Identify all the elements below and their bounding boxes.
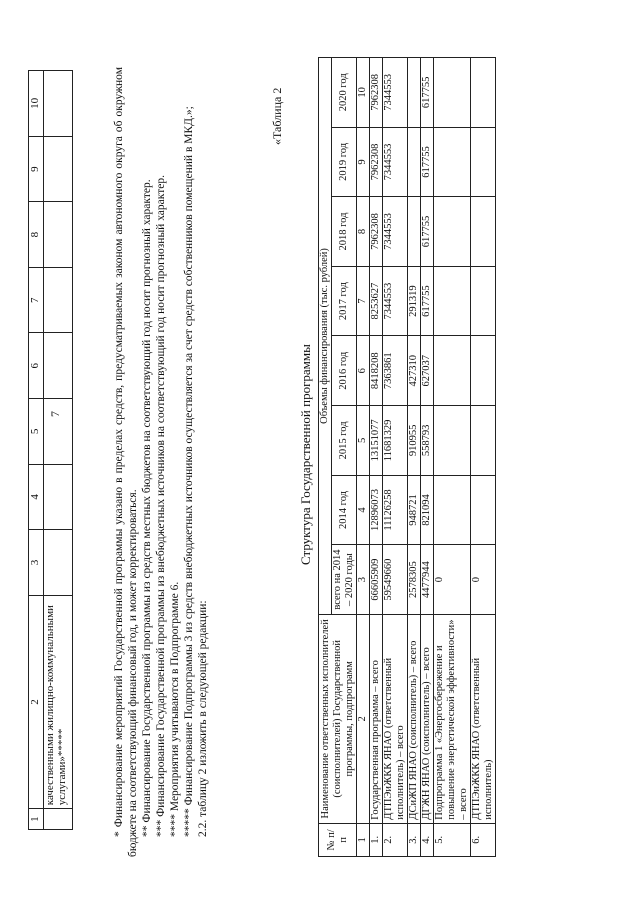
row-name: ДТПЭиЖКК ЯНАО (ответственный исполнитель) – всего (383, 614, 408, 823)
empty-cell (44, 136, 73, 202)
row-value: 7962308 (370, 197, 383, 267)
header-volumes: Объемы финансирования (тыс. рублей) (319, 58, 332, 615)
col-number: 3 (357, 545, 370, 615)
row-value: 948721 (408, 475, 421, 545)
row-value (471, 58, 496, 128)
table-row (471, 58, 496, 857)
footnote-1: * Финансирование мероприятий Государственной программы указано в пределах средств, предусматриваемых законом автономного округа об окружном бюджете на соответствующий финансовый год, и может корректироваться. (113, 67, 139, 857)
page-number: 7 (48, 411, 62, 417)
row-num: 3. (408, 823, 421, 856)
row-name: ДТПЭиЖКК ЯНАО (ответственный исполнитель) (471, 614, 496, 823)
table-row (421, 58, 434, 857)
row-value: 7962308 (370, 127, 383, 197)
row-value: 910955 (408, 406, 421, 476)
row-num: 4. (421, 823, 434, 856)
col-number: 2 (357, 614, 370, 823)
row-value (434, 406, 471, 476)
col-number: 9 (357, 127, 370, 197)
row-value: 2578305 (408, 545, 421, 615)
header-year: 2018 год (332, 197, 357, 267)
row-value: 617755 (421, 266, 434, 336)
col-number: 5 (357, 406, 370, 476)
header-year: 2014 год (332, 475, 357, 545)
row-name: ДСиЖП ЯНАО (соисполнитель) – всего (408, 614, 421, 823)
col-number: 8 (29, 202, 44, 268)
col-number: 6 (357, 336, 370, 406)
footnote-5: ***** Финансирование Подпрограммы 3 из средств внебюджетных источников осуществляется за счет средств собственников помещений в МКД.»; (183, 106, 195, 837)
row-value (471, 406, 496, 476)
row-value (434, 336, 471, 406)
row-num: 2. (383, 823, 408, 856)
continuation-table (28, 70, 73, 830)
row-value (408, 58, 421, 128)
row-value: 7344553 (383, 197, 408, 267)
row-value: 7344553 (383, 58, 408, 128)
col-number: 5 (29, 399, 44, 465)
empty-cell (44, 809, 73, 830)
header-num: № п/п (319, 823, 357, 856)
table-row (408, 58, 421, 857)
footnote-4: **** Мероприятия учитываются в Подпрограмме 6. (169, 581, 181, 837)
empty-cell (44, 333, 73, 399)
row-value (434, 58, 471, 128)
empty-cell (44, 464, 73, 530)
header-year: 2019 год (332, 127, 357, 197)
row-name: Подпрограмма 1 «Энергосбережение и повышение энергетической эффективности» – всего (434, 614, 471, 823)
col-number: 7 (29, 267, 44, 333)
row-value: 558793 (421, 406, 434, 476)
amendment-item: 2.2. таблицу 2 изложить в следующей редакции: (197, 600, 209, 837)
row-value (434, 197, 471, 267)
empty-cell (44, 71, 73, 137)
row-value (434, 475, 471, 545)
row-value: 13151077 (370, 406, 383, 476)
table-row (370, 58, 383, 857)
row-value: 12896073 (370, 475, 383, 545)
row-text: качественными жилищно-коммунальными услугами»***** (44, 595, 73, 809)
row-value: 627037 (421, 336, 434, 406)
header-year: 2015 год (332, 406, 357, 476)
header-year: 2016 год (332, 336, 357, 406)
row-value: 7344553 (383, 127, 408, 197)
header-total: всего на 2014 – 2020 годы (332, 545, 357, 615)
row-value: 0 (434, 545, 471, 615)
row-name: Государственная программа – всего (370, 614, 383, 823)
row-value (434, 127, 471, 197)
header-year: 2017 год (332, 266, 357, 336)
row-value: 11681329 (383, 406, 408, 476)
row-value (408, 197, 421, 267)
row-value: 59549660 (383, 545, 408, 615)
empty-cell (44, 530, 73, 596)
row-value: 617755 (421, 127, 434, 197)
row-value (471, 336, 496, 406)
row-value: 7962308 (370, 58, 383, 128)
row-value: 11126258 (383, 475, 408, 545)
program-structure-table (318, 57, 496, 857)
row-value: 617755 (421, 58, 434, 128)
row-value (434, 266, 471, 336)
row-value (471, 475, 496, 545)
col-number: 10 (29, 71, 44, 137)
col-number: 4 (29, 464, 44, 530)
row-num: 6. (471, 823, 496, 856)
table-body (370, 58, 496, 857)
row-value: 8418208 (370, 336, 383, 406)
empty-cell (44, 399, 73, 465)
row-value (471, 197, 496, 267)
row-value: 291319 (408, 266, 421, 336)
empty-cell (44, 202, 73, 268)
col-number: 10 (357, 58, 370, 128)
row-name: ДГЖН ЯНАО (соисполнитель) – всего (421, 614, 434, 823)
header-year: 2020 год (332, 58, 357, 128)
col-number: 9 (29, 136, 44, 202)
col-number: 4 (357, 475, 370, 545)
footnote-2: ** Финансирование Государственной программы из средств местных бюджетов на соответствующий год носит прогнозный характер. (141, 179, 153, 837)
row-value: 66605909 (370, 545, 383, 615)
row-value (471, 266, 496, 336)
row-value: 427310 (408, 336, 421, 406)
table-label: «Таблица 2 (270, 87, 284, 145)
header-name: Наименование ответственных исполнителей (соисполнителей) Государственной программы, подпрограмм (319, 614, 357, 823)
footnote-3: *** Финансирование Государственной программы из внебюджетных источников на соответствующий год носит прогнозный характер. (155, 175, 167, 837)
table-row (434, 58, 471, 857)
row-value (471, 127, 496, 197)
col-number: 7 (357, 266, 370, 336)
col-number: 1 (357, 823, 370, 856)
row-value: 7344553 (383, 266, 408, 336)
row-value: 8253627 (370, 266, 383, 336)
col-number: 2 (29, 595, 44, 809)
col-number: 6 (29, 333, 44, 399)
col-number: 8 (357, 197, 370, 267)
row-value (408, 127, 421, 197)
col-number: 1 (29, 809, 44, 830)
row-num: 1. (370, 823, 383, 856)
col-number: 3 (29, 530, 44, 596)
row-value: 4477944 (421, 545, 434, 615)
row-value: 821094 (421, 475, 434, 545)
table-title: Структура Государственной программы (298, 344, 313, 565)
row-value: 617755 (421, 197, 434, 267)
row-value: 7363861 (383, 336, 408, 406)
row-value: 0 (471, 545, 496, 615)
row-num: 5. (434, 823, 471, 856)
empty-cell (44, 267, 73, 333)
table-row (383, 58, 408, 857)
